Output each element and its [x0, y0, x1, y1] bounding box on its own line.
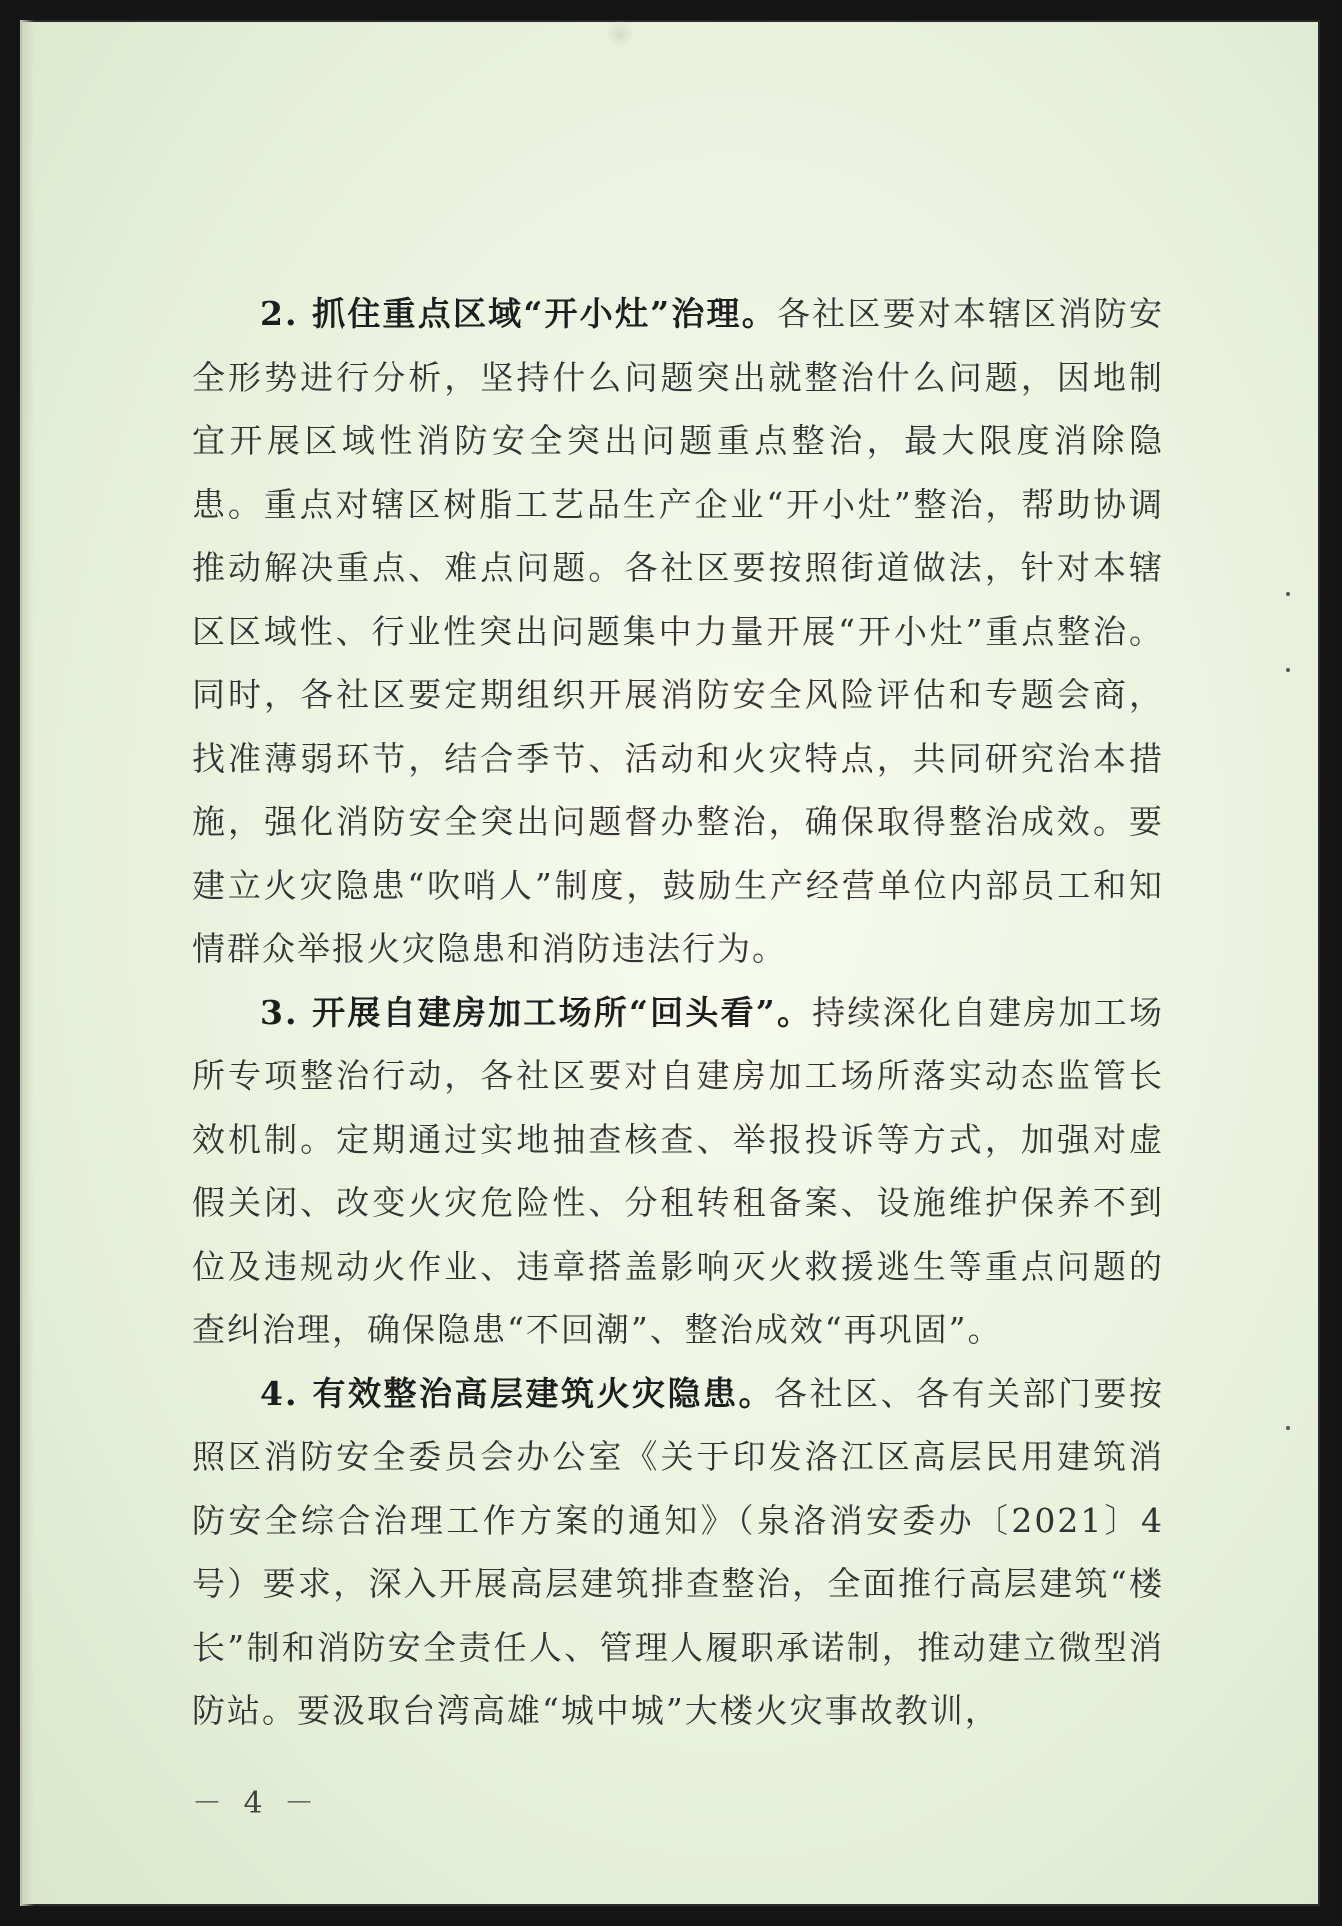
paragraph-3-text: 持续深化自建房加工场所专项整治行动，各社区要对自建房加工场所落实动态监管长效机制。定期通过实地抽查核查、举报投诉等方式，加强对虚假关闭、改变火灾危险性、分租转租备案、设施维护保养不到位及违规动火作业、违章搭盖影响灭火救援逃生等重点问题的查纠治理，确保隐患“不回潮”、整治成效“再巩固”。	[192, 992, 1165, 1349]
page-number: － 4 －	[192, 1786, 321, 1821]
paragraph-4-heading: 4. 有效整治高层建筑火灾隐患。	[260, 1373, 774, 1413]
paragraph-3	[192, 981, 1164, 1362]
page-edge-shadow	[20, 20, 34, 1906]
paragraph-2-heading: 2. 抓住重点区域“开小灶”治理。	[260, 294, 777, 333]
paragraph-4-text: 各社区、各有关部门要按照区消防安全委员会办公室《关于印发洛江区高层民用建筑消防安全综合治理工作方案的通知》（泉洛消安委办〔2021〕4号）要求，深入开展高层建筑排查整治，全面推行高层建筑“楼长”制和消防安全责任人、管理人履职承诺制，推动建立微型消防站。要汲取台湾高雄“城中城”大楼火灾事故教训，	[192, 1373, 1164, 1730]
margin-mark	[1286, 1426, 1290, 1430]
paper-smudge	[605, 20, 635, 48]
margin-mark	[1286, 592, 1290, 596]
paragraph-2	[192, 282, 1164, 981]
document-page	[20, 20, 1320, 1906]
paragraph-4	[192, 1362, 1164, 1743]
document-body	[192, 282, 1164, 1743]
paragraph-3-heading: 3. 开展自建房加工场所“回头看”。	[260, 992, 813, 1032]
paragraph-2-text: 各社区要对本辖区消防安全形势进行分析，坚持什么问题突出就整治什么问题，因地制宜开展区域性消防安全突出问题重点整治，最大限度消除隐患。重点对辖区树脂工艺品生产企业“开小灶”整治，帮助协调推动解决重点、难点问题。各社区要按照街道做法，针对本辖区区域性、行业性突出问题集中力量开展“开小灶”重点整治。同时，各社区要定期组织开展消防安全风险评估和专题会商，找准薄弱环节，结合季节、活动和火灾特点，共同研究治本措施，强化消防安全突出问题督办整治，确保取得整治成效。要建立火灾隐患“吹哨人”制度，鼓励生产经营单位内部员工和知情群众举报火灾隐患和消防违法行为。	[192, 294, 1165, 968]
margin-mark	[1286, 668, 1290, 672]
